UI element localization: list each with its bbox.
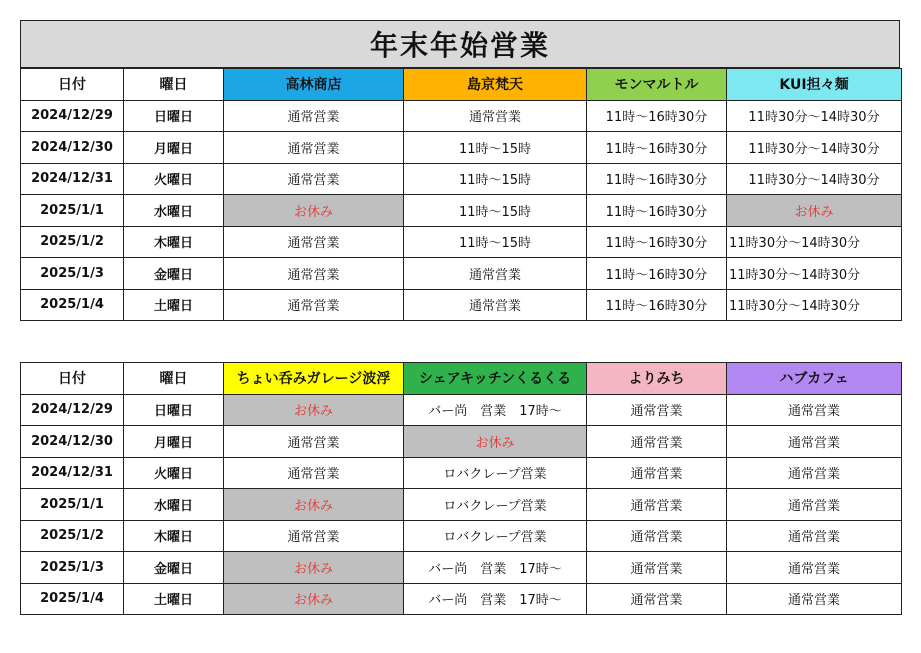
status-cell: 通常営業 [587, 520, 727, 552]
header-share-kitchen: シェアキッチンくるくる [404, 363, 587, 395]
table-row [21, 100, 902, 132]
closed-cell: お休み [224, 489, 404, 521]
status-cell: 通常営業 [727, 394, 902, 426]
table-row [21, 258, 902, 290]
status-cell: 11時30分～14時30分 [727, 163, 902, 195]
header-takabayashi: 高林商店 [224, 69, 404, 101]
status-cell: 通常営業 [224, 520, 404, 552]
table-row [21, 195, 902, 227]
header-kui: KUI担々麺 [727, 69, 902, 101]
header-date: 日付 [21, 69, 124, 101]
weekday-cell: 金曜日 [124, 552, 224, 584]
status-cell: 11時～16時30分 [587, 258, 727, 290]
schedule-table-2 [20, 362, 902, 615]
status-cell: 通常営業 [224, 163, 404, 195]
header-weekday: 曜日 [124, 363, 224, 395]
status-cell: 通常営業 [727, 489, 902, 521]
table-header-row [21, 69, 902, 101]
weekday-cell: 火曜日 [124, 163, 224, 195]
weekday-cell: 月曜日 [124, 132, 224, 164]
date-cell: 2024/12/29 [21, 100, 124, 132]
status-cell: 11時～15時 [404, 195, 587, 227]
schedule-table-1 [20, 68, 902, 321]
weekday-cell: 月曜日 [124, 426, 224, 458]
header-weekday: 曜日 [124, 69, 224, 101]
date-cell: 2025/1/4 [21, 583, 124, 615]
header-date: 日付 [21, 363, 124, 395]
weekday-cell: 木曜日 [124, 520, 224, 552]
date-cell: 2025/1/1 [21, 195, 124, 227]
table-row [21, 426, 902, 458]
date-cell: 2024/12/31 [21, 163, 124, 195]
date-cell: 2025/1/1 [21, 489, 124, 521]
weekday-cell: 木曜日 [124, 226, 224, 258]
status-cell: 11時～15時 [404, 132, 587, 164]
date-cell: 2024/12/29 [21, 394, 124, 426]
header-shimakyo: 島京梵天 [404, 69, 587, 101]
table-row [21, 583, 902, 615]
closed-cell: お休み [404, 426, 587, 458]
header-yorimichi: よりみち [587, 363, 727, 395]
table-row [21, 520, 902, 552]
closed-cell: お休み [727, 195, 902, 227]
date-cell: 2025/1/4 [21, 289, 124, 321]
status-cell: ロバクレープ営業 [404, 457, 587, 489]
weekday-cell: 日曜日 [124, 100, 224, 132]
status-cell: 11時30分～14時30分 [727, 226, 902, 258]
status-cell: 11時～15時 [404, 163, 587, 195]
closed-cell: お休み [224, 583, 404, 615]
status-cell: ロバクレープ営業 [404, 489, 587, 521]
status-cell: 通常営業 [727, 520, 902, 552]
status-cell: 通常営業 [224, 289, 404, 321]
status-cell: 通常営業 [224, 226, 404, 258]
page-title: 年末年始営業 [20, 20, 900, 68]
table-header-row [21, 363, 902, 395]
status-cell: 通常営業 [587, 552, 727, 584]
header-choinomi: ちょい呑みガレージ波浮 [224, 363, 404, 395]
status-cell: 11時30分～14時30分 [727, 258, 902, 290]
status-cell: 通常営業 [587, 394, 727, 426]
status-cell: 11時～16時30分 [587, 163, 727, 195]
closed-cell: お休み [224, 552, 404, 584]
table-row [21, 289, 902, 321]
status-cell: 11時30分～14時30分 [727, 289, 902, 321]
status-cell: 11時30分～14時30分 [727, 100, 902, 132]
weekday-cell: 水曜日 [124, 489, 224, 521]
header-montmartre: モンマルトル [587, 69, 727, 101]
date-cell: 2025/1/3 [21, 258, 124, 290]
weekday-cell: 金曜日 [124, 258, 224, 290]
date-cell: 2025/1/2 [21, 226, 124, 258]
status-cell: 通常営業 [404, 100, 587, 132]
status-cell: 11時～16時30分 [587, 132, 727, 164]
status-cell: 11時30分～14時30分 [727, 132, 902, 164]
weekday-cell: 土曜日 [124, 289, 224, 321]
status-cell: 通常営業 [587, 489, 727, 521]
weekday-cell: 日曜日 [124, 394, 224, 426]
table-row [21, 132, 902, 164]
status-cell: 通常営業 [224, 457, 404, 489]
closed-cell: お休み [224, 195, 404, 227]
status-cell: 11時～16時30分 [587, 195, 727, 227]
status-cell: バー尚 営業 17時～ [404, 394, 587, 426]
status-cell: ロバクレープ営業 [404, 520, 587, 552]
status-cell: 11時～16時30分 [587, 100, 727, 132]
table-row [21, 457, 902, 489]
status-cell: 通常営業 [404, 289, 587, 321]
date-cell: 2024/12/31 [21, 457, 124, 489]
status-cell: バー尚 営業 17時～ [404, 583, 587, 615]
date-cell: 2025/1/2 [21, 520, 124, 552]
status-cell: 通常営業 [224, 426, 404, 458]
date-cell: 2024/12/30 [21, 132, 124, 164]
status-cell: 通常営業 [587, 426, 727, 458]
status-cell: バー尚 営業 17時～ [404, 552, 587, 584]
status-cell: 通常営業 [587, 583, 727, 615]
closed-cell: お休み [224, 394, 404, 426]
header-hub-cafe: ハブカフェ [727, 363, 902, 395]
table-row [21, 226, 902, 258]
status-cell: 通常営業 [224, 258, 404, 290]
status-cell: 通常営業 [224, 132, 404, 164]
status-cell: 11時～16時30分 [587, 226, 727, 258]
status-cell: 通常営業 [587, 457, 727, 489]
table-row [21, 489, 902, 521]
date-cell: 2025/1/3 [21, 552, 124, 584]
weekday-cell: 水曜日 [124, 195, 224, 227]
status-cell: 通常営業 [727, 583, 902, 615]
status-cell: 11時～16時30分 [587, 289, 727, 321]
status-cell: 通常営業 [727, 457, 902, 489]
table-row [21, 552, 902, 584]
weekday-cell: 土曜日 [124, 583, 224, 615]
status-cell: 通常営業 [727, 552, 902, 584]
status-cell: 通常営業 [224, 100, 404, 132]
date-cell: 2024/12/30 [21, 426, 124, 458]
weekday-cell: 火曜日 [124, 457, 224, 489]
status-cell: 通常営業 [404, 258, 587, 290]
status-cell: 通常営業 [727, 426, 902, 458]
table-row [21, 394, 902, 426]
status-cell: 11時～15時 [404, 226, 587, 258]
table-row [21, 163, 902, 195]
